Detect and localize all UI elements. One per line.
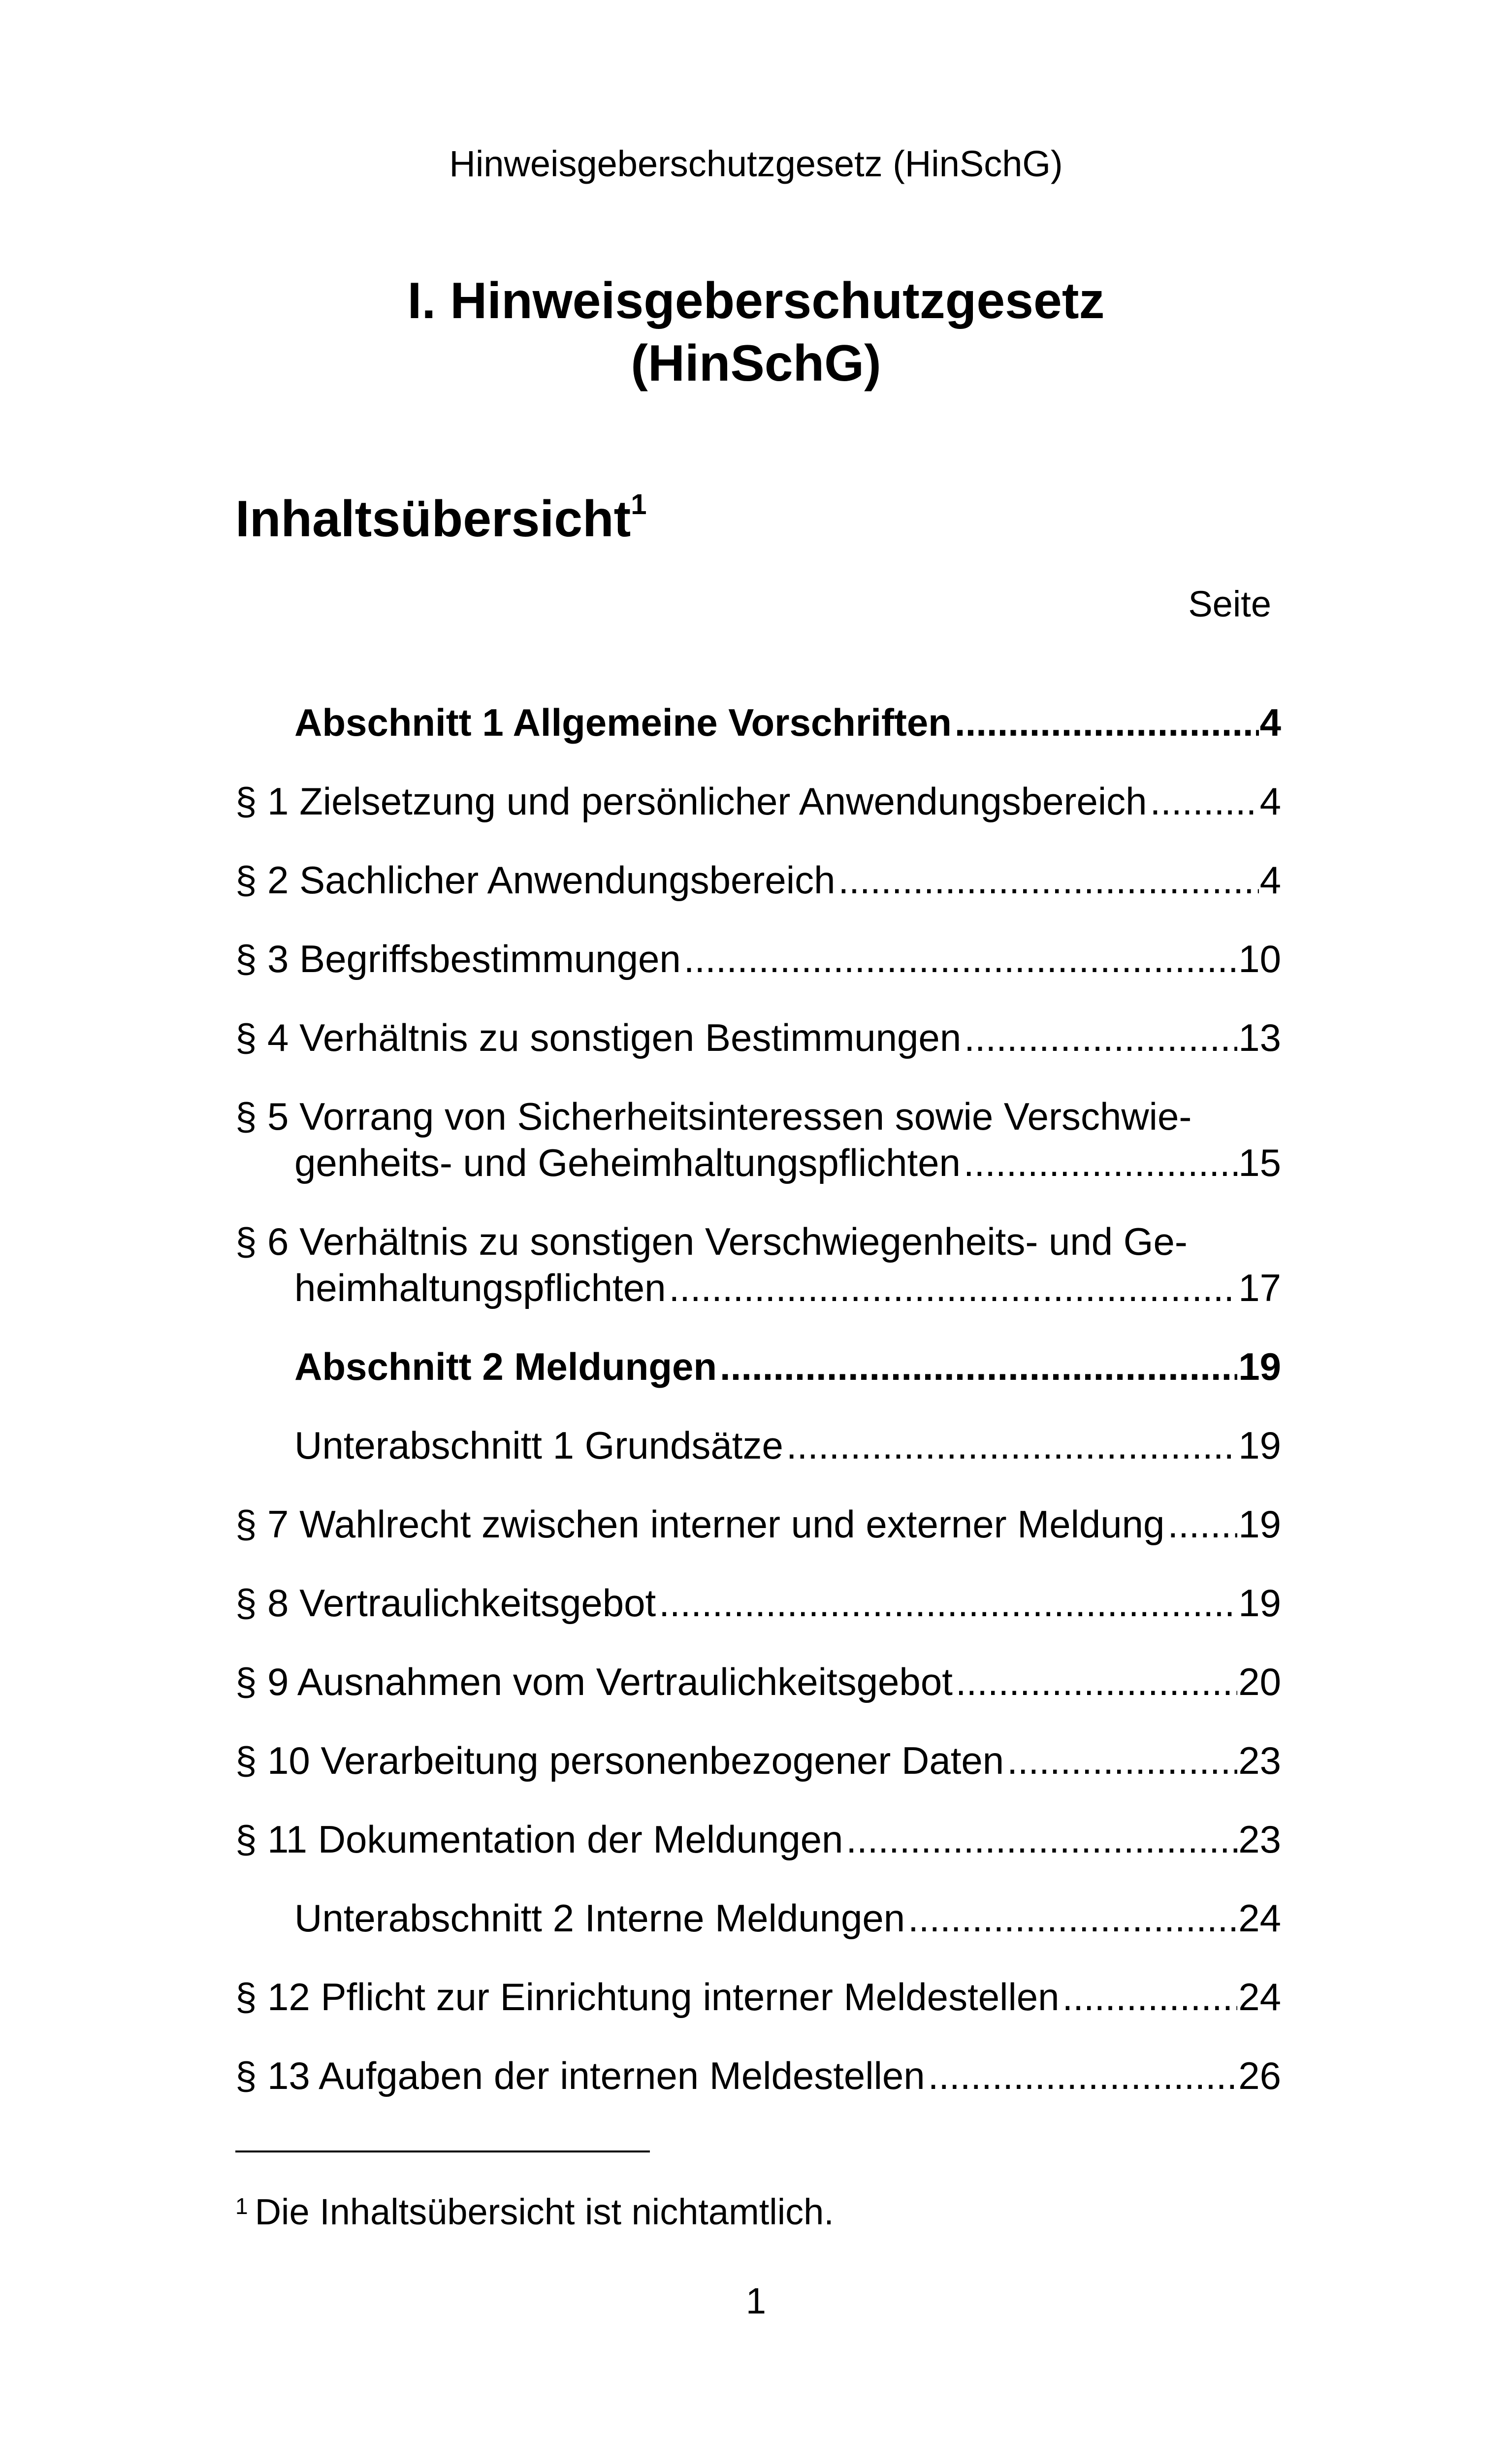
toc-entry-page: 4 <box>1259 780 1281 823</box>
dot-leader <box>964 1014 1237 1061</box>
dot-leader <box>846 1816 1237 1862</box>
dot-leader <box>956 1659 1237 1705</box>
toc-entry-par-3[interactable] <box>235 936 1281 982</box>
dot-leader <box>1150 778 1259 824</box>
toc-entry-page: 19 <box>1238 1581 1281 1625</box>
toc-entry-par-11[interactable] <box>235 1816 1281 1862</box>
toc-entry-text: Unterabschnitt 2 Interne Meldungen <box>294 1896 905 1940</box>
toc-entry-text-line-1: § 5 Vorrang von Sicherheitsinteressen sowie Verschwie- <box>235 1095 1192 1138</box>
table-of-contents <box>235 699 1281 2131</box>
toc-entry-text: Abschnitt 2 Meldungen <box>294 1345 717 1388</box>
toc-entry-page: 24 <box>1238 1975 1281 2019</box>
toc-entry-par-13[interactable] <box>235 2052 1281 2099</box>
toc-entry-page: 17 <box>1238 1266 1281 1309</box>
toc-entry-text-line-1: § 6 Verhältnis zu sonstigen Verschwiegenheits- und Ge- <box>235 1220 1188 1263</box>
footnote-reference: 1 <box>631 489 647 521</box>
toc-entry-par-8[interactable] <box>235 1580 1281 1626</box>
toc-entry-text: § 3 Begriffsbestimmungen <box>235 937 681 980</box>
toc-entry-page: 19 <box>1238 1345 1281 1388</box>
footnote-text: Die Inhaltsübersicht ist nichtamtlich. <box>255 2191 834 2232</box>
page-number: 1 <box>745 2280 767 2321</box>
toc-heading <box>235 489 647 548</box>
running-header: Hinweisgeberschutzgesetz (HinSchG) <box>449 143 1063 184</box>
toc-entry-par-6[interactable] <box>235 1218 1281 1311</box>
dot-leader <box>659 1580 1237 1626</box>
toc-entry-par-9[interactable] <box>235 1659 1281 1705</box>
toc-entry-text: § 9 Ausnahmen vom Vertraulichkeitsgebot <box>235 1660 953 1703</box>
dot-leader <box>838 857 1258 903</box>
document-title-line-2: (HinSchG) <box>631 334 881 392</box>
toc-entry-subsection-2[interactable] <box>235 1895 1281 1941</box>
toc-entry-subsection-1[interactable] <box>235 1422 1281 1468</box>
toc-entry-par-5[interactable] <box>235 1093 1281 1186</box>
toc-entry-section-1[interactable] <box>235 699 1281 746</box>
toc-entry-par-7[interactable] <box>235 1501 1281 1547</box>
toc-entry-text: Unterabschnitt 1 Grundsätze <box>294 1424 783 1467</box>
toc-entry-page: 26 <box>1238 2054 1281 2097</box>
toc-entry-page: 10 <box>1238 937 1281 980</box>
toc-entry-page: 20 <box>1238 1660 1281 1703</box>
footnote <box>235 2191 834 2232</box>
toc-entry-par-10[interactable] <box>235 1737 1281 1784</box>
dot-leader <box>928 2052 1238 2099</box>
dot-leader <box>720 1343 1237 1390</box>
dot-leader <box>908 1895 1237 1941</box>
dot-leader <box>1062 1974 1238 2020</box>
toc-heading-text: Inhaltsübersicht <box>235 490 631 548</box>
toc-entry-page: 19 <box>1238 1424 1281 1467</box>
document-title <box>0 270 1512 395</box>
toc-entry-text: § 7 Wahlrecht zwischen interner und externer Meldung <box>235 1502 1165 1546</box>
toc-entry-par-1[interactable] <box>235 778 1281 824</box>
toc-entry-page: 23 <box>1238 1739 1281 1782</box>
toc-entry-text: § 2 Sachlicher Anwendungsbereich <box>235 858 836 902</box>
toc-entry-text: § 1 Zielsetzung und persönlicher Anwendungsbereich <box>235 780 1147 823</box>
toc-entry-section-2[interactable] <box>235 1343 1281 1390</box>
toc-entry-par-4[interactable] <box>235 1014 1281 1061</box>
document-title-line-1: I. Hinweisgeberschutzgesetz <box>407 272 1105 329</box>
dot-leader <box>669 1265 1237 1311</box>
page-column-label: Seite <box>1188 584 1271 624</box>
toc-entry-page: 19 <box>1238 1502 1281 1546</box>
footnote-separator <box>235 2150 650 2152</box>
dot-leader <box>1167 1501 1237 1547</box>
dot-leader <box>955 699 1259 746</box>
toc-entry-text-line-2: heimhaltungspflichten <box>294 1266 666 1309</box>
toc-entry-text: § 8 Vertraulichkeitsgebot <box>235 1581 656 1625</box>
toc-entry-page: 15 <box>1238 1141 1281 1184</box>
toc-entry-text: § 13 Aufgaben der internen Meldestellen <box>235 2054 925 2097</box>
toc-entry-text: § 12 Pflicht zur Einrichtung interner Meldestellen <box>235 1975 1060 2019</box>
toc-entry-page: 4 <box>1259 858 1281 902</box>
toc-entry-page: 23 <box>1238 1818 1281 1861</box>
toc-entry-par-2[interactable] <box>235 857 1281 903</box>
toc-entry-text: § 4 Verhältnis zu sonstigen Bestimmungen <box>235 1016 962 1059</box>
toc-entry-text-line-2: genheits- und Geheimhaltungspflichten <box>294 1141 961 1184</box>
toc-entry-text: § 11 Dokumentation der Meldungen <box>235 1818 843 1861</box>
toc-entry-text: Abschnitt 1 Allgemeine Vorschriften <box>294 701 952 744</box>
toc-entry-text: § 10 Verarbeitung personenbezogener Daten <box>235 1739 1004 1782</box>
toc-entry-page: 13 <box>1238 1016 1281 1059</box>
footnote-marker: 1 <box>235 2193 248 2219</box>
dot-leader <box>786 1422 1237 1468</box>
toc-entry-page: 24 <box>1238 1896 1281 1940</box>
dot-leader <box>964 1140 1237 1186</box>
toc-entry-continuation <box>235 1265 1281 1311</box>
toc-entry-par-12[interactable] <box>235 1974 1281 2020</box>
dot-leader <box>684 936 1238 982</box>
toc-entry-continuation <box>235 1140 1281 1186</box>
dot-leader <box>1007 1737 1237 1784</box>
toc-entry-page: 4 <box>1259 701 1281 744</box>
